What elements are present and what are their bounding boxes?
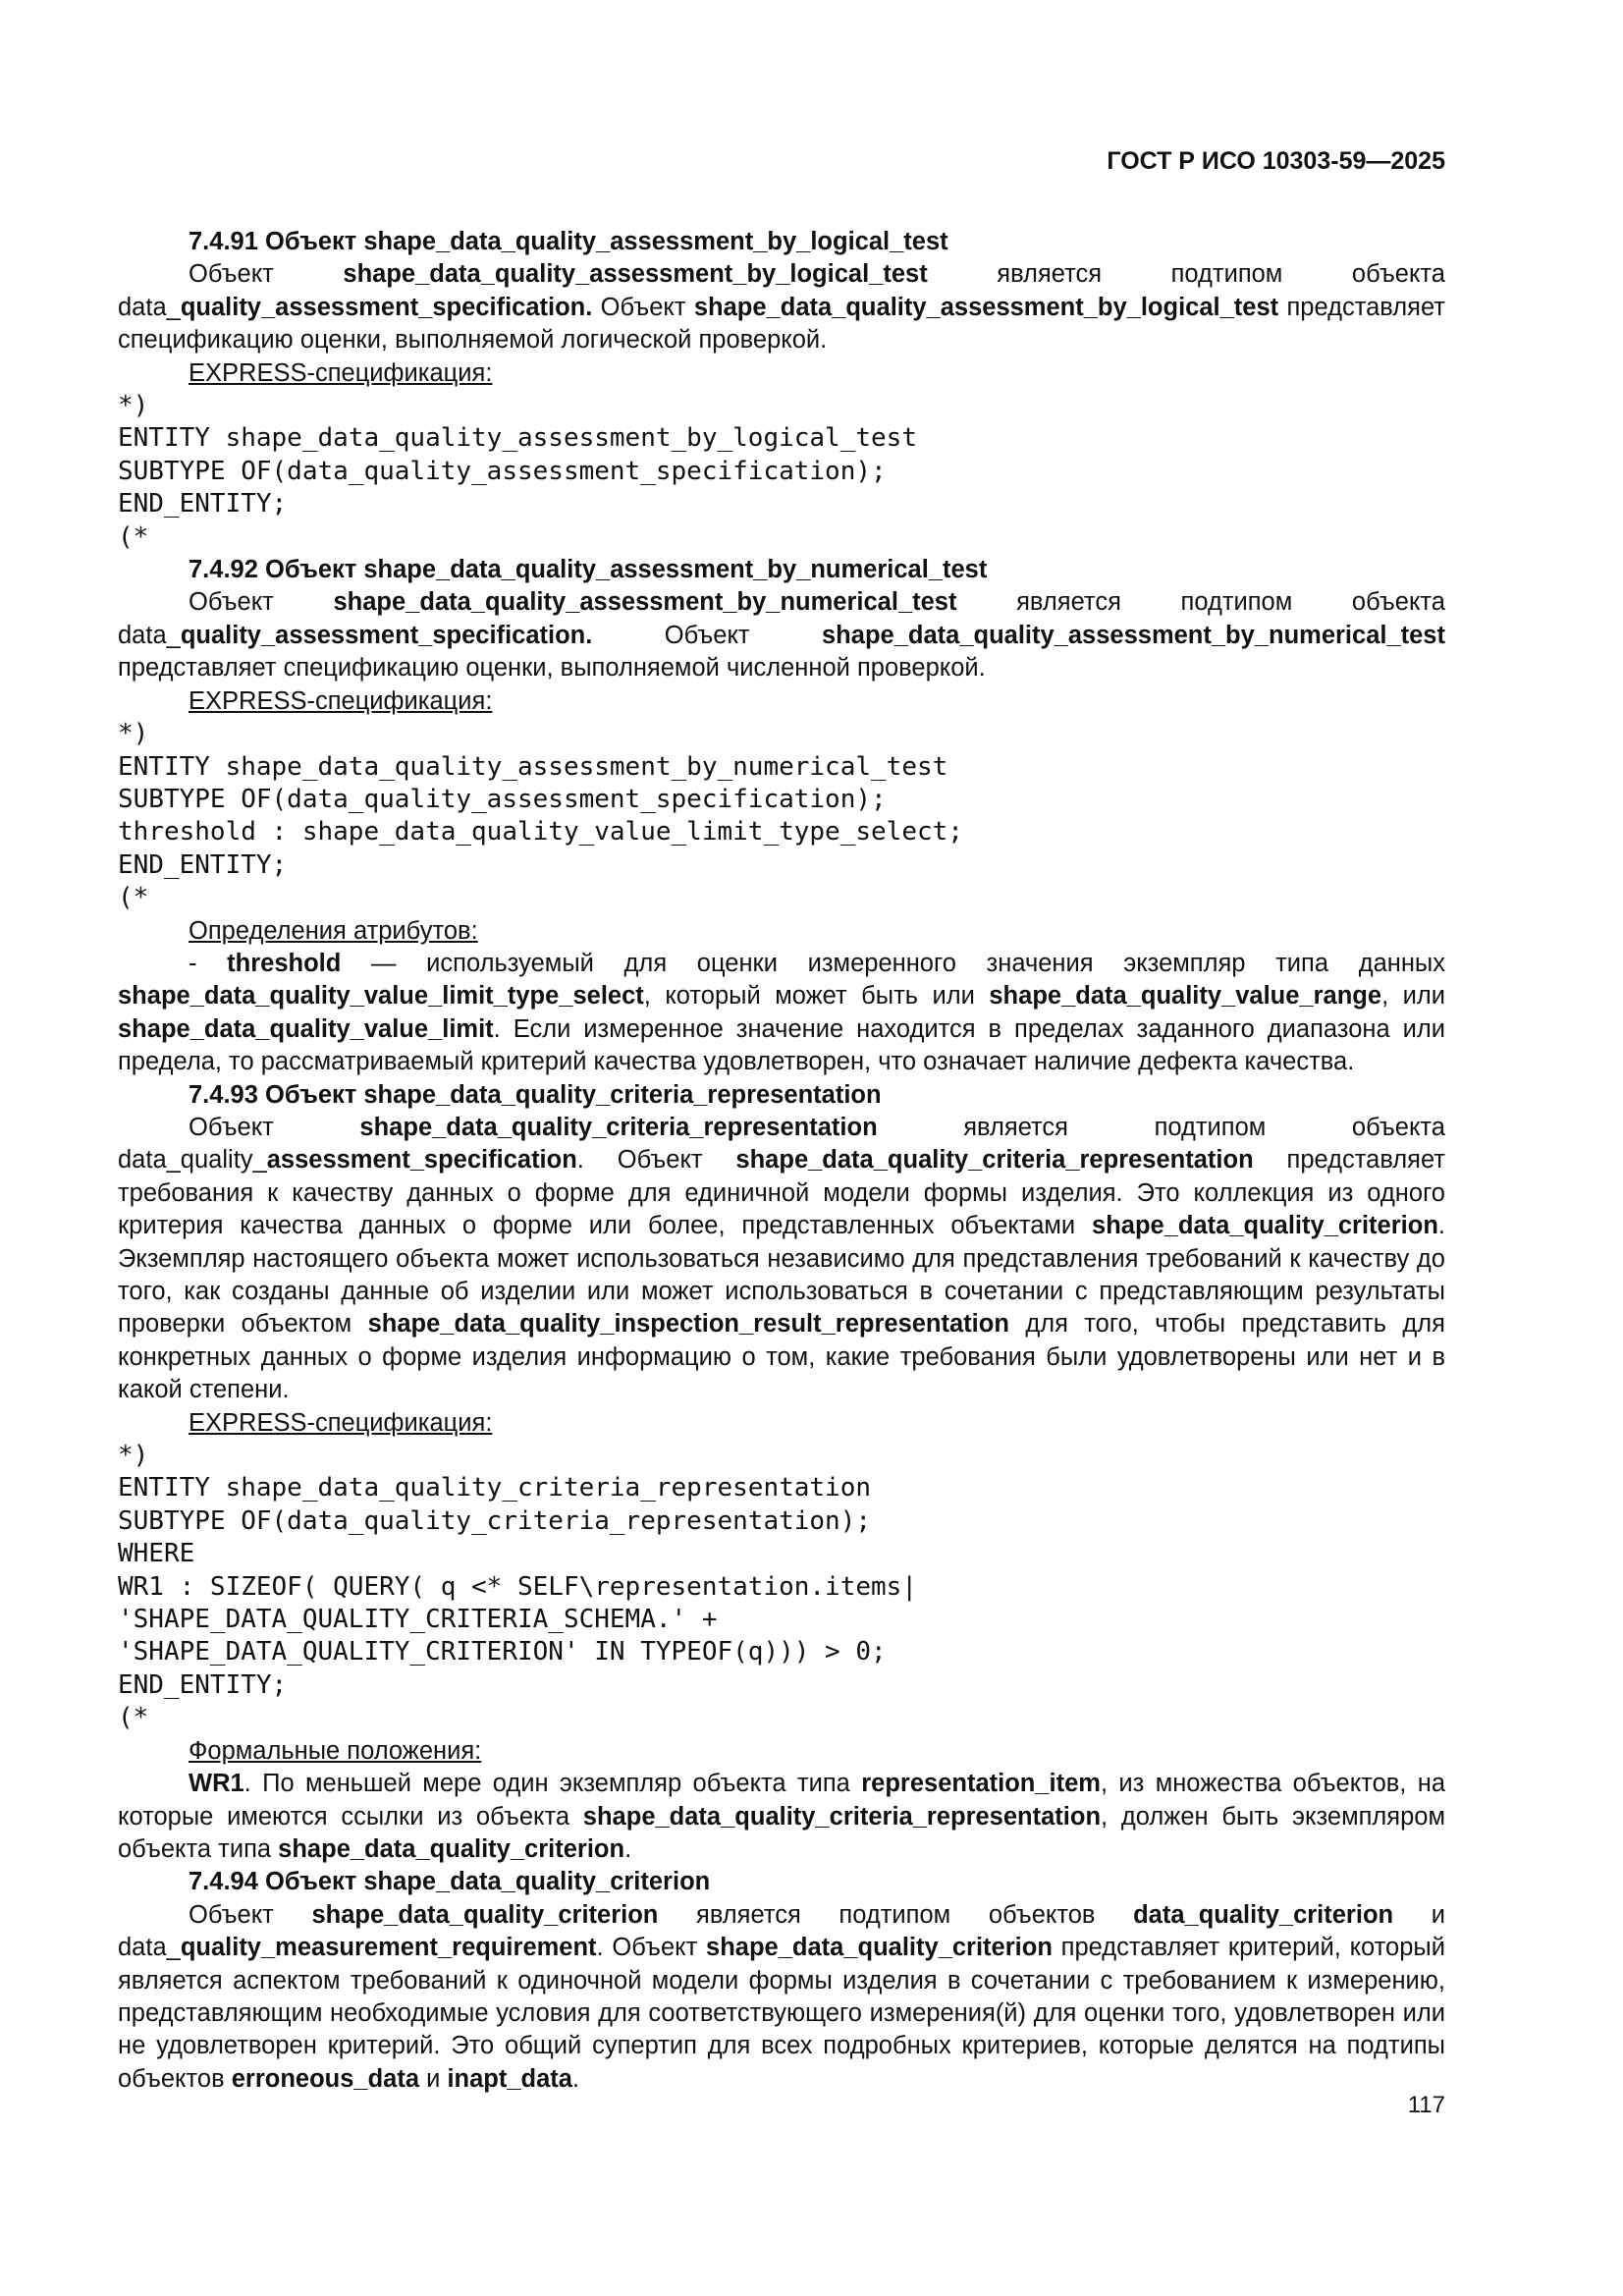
- entity-name: shape_data_quality_criteria_representation: [582, 1802, 1102, 1831]
- text: .: [571, 2064, 580, 2093]
- express-code-block: [118, 390, 1445, 554]
- code-line: END_ENTITY;: [118, 849, 288, 880]
- entity-name: shape_data_quality_assessment_by_logical_test: [693, 293, 1279, 321]
- code-line: SUBTYPE OF(data_quality_assessment_specification);: [118, 784, 887, 814]
- text: . По меньшей мере один экземпляр объекта типа: [243, 1770, 862, 1798]
- code-line: (*: [118, 521, 149, 552]
- text: является подтипом объектов: [658, 1900, 1134, 1929]
- text: и: [419, 2064, 448, 2093]
- text: . Объект: [576, 1146, 736, 1175]
- paragraph: [118, 1899, 1445, 2096]
- text: является подтипом объекта data_: [118, 588, 1445, 649]
- formal-label-text: Формальные положения:: [189, 1736, 482, 1765]
- code-line: threshold : shape_data_quality_value_limit_type_select;: [118, 817, 963, 847]
- text: для того, чтобы представить для конкретных данных о форме изделия информацию о том, какие требования были удовлетворены или нет и в какой степени.: [118, 1310, 1445, 1404]
- express-label-text: EXPRESS-спецификация:: [189, 1408, 493, 1437]
- code-line: 'SHAPE_DATA_QUALITY_CRITERIA_SCHEMA.' +: [118, 1605, 718, 1635]
- code-line: *): [118, 719, 149, 749]
- entity-name: quality_measurement_requirement: [180, 1934, 597, 1962]
- code-line: *): [118, 1441, 149, 1471]
- text: Объект: [189, 1113, 360, 1141]
- text: -: [189, 949, 228, 977]
- text: представляет спецификацию оценки, выполняемой логической проверкой.: [118, 293, 1445, 355]
- attributes-label-text: Определения атрибутов:: [189, 916, 478, 945]
- text: , который может быть или: [643, 982, 990, 1011]
- formal-label: [118, 1735, 1445, 1768]
- entity-name: shape_data_quality_assessment_by_numerical_test: [333, 588, 957, 617]
- entity-name: shape_data_quality_criterion: [278, 1834, 625, 1863]
- express-label: [118, 685, 1445, 718]
- section-heading-7-4-92: 7.4.92 Объект shape_data_quality_assessment_by_numerical_test: [189, 556, 988, 584]
- paragraph: [118, 1112, 1445, 1407]
- section-heading-7-4-91: 7.4.91 Объект shape_data_quality_assessment_by_logical_test: [189, 228, 948, 255]
- entity-name: shape_data_quality_inspection_result_representation: [367, 1310, 1009, 1339]
- page-number: 117: [1407, 2092, 1445, 2118]
- document-header: ГОСТ Р ИСО 10303-59—2025: [1107, 147, 1445, 175]
- entity-name: quality_assessment_specification.: [180, 293, 593, 321]
- code-line: WR1 : SIZEOF( QUERY( q <* SELF\representation.items|: [118, 1571, 917, 1602]
- formal-rule-wr1: [118, 1768, 1445, 1866]
- text: . Объект: [596, 1934, 707, 1962]
- express-label: [118, 357, 1445, 390]
- text: представляет критерий, который является аспектом требований к одиночной модели формы изделия в сочетании с требованием к измерению, представляющим необходимые условия для соответствующего измерения(й) для оценки того, удовлетворен или не удовлетворен критерий. Это общий супертип для всех подробных критериев, которые делятся на подтипы объектов: [118, 1934, 1445, 2093]
- text: .: [624, 1834, 632, 1863]
- entity-name: data_quality_criterion: [1133, 1900, 1394, 1929]
- entity-name: shape_data_quality_assessment_by_logical_test: [343, 260, 928, 289]
- text: . Если измеренное значение находится в пределах заданного диапазона или предела, то рассматриваемый критерий качества удовлетворен, что означает наличие дефекта качества.: [118, 1014, 1445, 1076]
- text: , должен быть экземпляром объекта типа: [118, 1802, 1445, 1863]
- text: является подтипом объекта data_quality_: [118, 1113, 1445, 1175]
- code-line: WHERE: [118, 1539, 195, 1569]
- code-line: (*: [118, 883, 149, 913]
- code-line: 'SHAPE_DATA_QUALITY_CRITERION' IN TYPEOF(q))) > 0;: [118, 1637, 887, 1667]
- code-line: (*: [118, 1703, 149, 1733]
- text: , или: [1381, 982, 1445, 1011]
- text: и data_: [118, 1900, 1445, 1962]
- text: Объект: [189, 588, 334, 617]
- paragraph: [118, 586, 1445, 684]
- text: . Экземпляр настоящего объекта может использоваться независимо для представления требований к качеству до того, как созданы данные об изделии или может использоваться в сочетании с представляющим результаты проверки объектом: [118, 1212, 1445, 1339]
- express-label-text: EXPRESS-спецификация:: [189, 686, 493, 715]
- entity-name: erroneous_data: [231, 2064, 420, 2093]
- entity-name: shape_data_quality_criterion: [311, 1900, 659, 1929]
- code-line: ENTITY shape_data_quality_criteria_representation: [118, 1473, 872, 1503]
- express-label-text: EXPRESS-спецификация:: [189, 358, 493, 387]
- attribute-definition: [118, 948, 1445, 1079]
- entity-name: representation_item: [861, 1770, 1101, 1798]
- entity-name: quality_assessment_specification.: [180, 621, 593, 649]
- page-content: [118, 226, 1445, 2096]
- entity-name: assessment_specification: [266, 1146, 577, 1175]
- entity-name: shape_data_quality_criterion: [1092, 1212, 1438, 1240]
- text: является подтипом объекта data_: [118, 260, 1445, 321]
- text: — используемый для оценки измеренного значения экземпляр типа данных: [341, 949, 1446, 977]
- section-heading-7-4-94: 7.4.94 Объект shape_data_quality_criterion: [189, 1868, 711, 1896]
- entity-name: shape_data_quality_value_range: [989, 982, 1382, 1011]
- code-line: SUBTYPE OF(data_quality_criteria_representation);: [118, 1505, 872, 1536]
- code-line: END_ENTITY;: [118, 489, 288, 519]
- attribute-name: threshold: [227, 949, 342, 977]
- entity-name: shape_data_quality_criteria_representation: [735, 1146, 1254, 1175]
- code-line: *): [118, 391, 149, 421]
- code-line: ENTITY shape_data_quality_assessment_by_numerical_test: [118, 751, 948, 782]
- rule-name: WR1: [189, 1770, 244, 1798]
- code-line: ENTITY shape_data_quality_assessment_by_logical_test: [118, 423, 917, 454]
- express-code-block: [118, 718, 1445, 914]
- text: Объект: [592, 293, 694, 321]
- text: представляет спецификацию оценки, выполняемой численной проверкой.: [118, 654, 986, 683]
- express-code-block: [118, 1440, 1445, 1735]
- text: Объект: [592, 621, 822, 649]
- text: Объект: [189, 1900, 312, 1929]
- text: , из множества объектов, на которые имеются ссылки из объекта: [118, 1770, 1445, 1831]
- paragraph: [118, 258, 1445, 356]
- attributes-label: [118, 915, 1445, 948]
- text: Объект: [189, 260, 344, 289]
- code-line: SUBTYPE OF(data_quality_assessment_specification);: [118, 456, 887, 486]
- entity-name: shape_data_quality_assessment_by_numerical_test: [822, 621, 1445, 649]
- entity-name: shape_data_quality_value_limit: [118, 1014, 494, 1043]
- code-line: END_ENTITY;: [118, 1669, 288, 1700]
- express-label: [118, 1407, 1445, 1440]
- section-heading-7-4-93: 7.4.93 Объект shape_data_quality_criteria_representation: [189, 1080, 882, 1109]
- entity-name: shape_data_quality_value_limit_type_select: [118, 982, 644, 1011]
- entity-name: inapt_data: [447, 2064, 572, 2093]
- entity-name: shape_data_quality_criteria_representation: [359, 1113, 878, 1141]
- text: представляет требования к качеству данных о форме для единичной модели формы изделия. Это коллекция из одного критерия качества данных о форме или более, представленных объектами: [118, 1146, 1445, 1240]
- entity-name: shape_data_quality_criterion: [706, 1934, 1053, 1962]
